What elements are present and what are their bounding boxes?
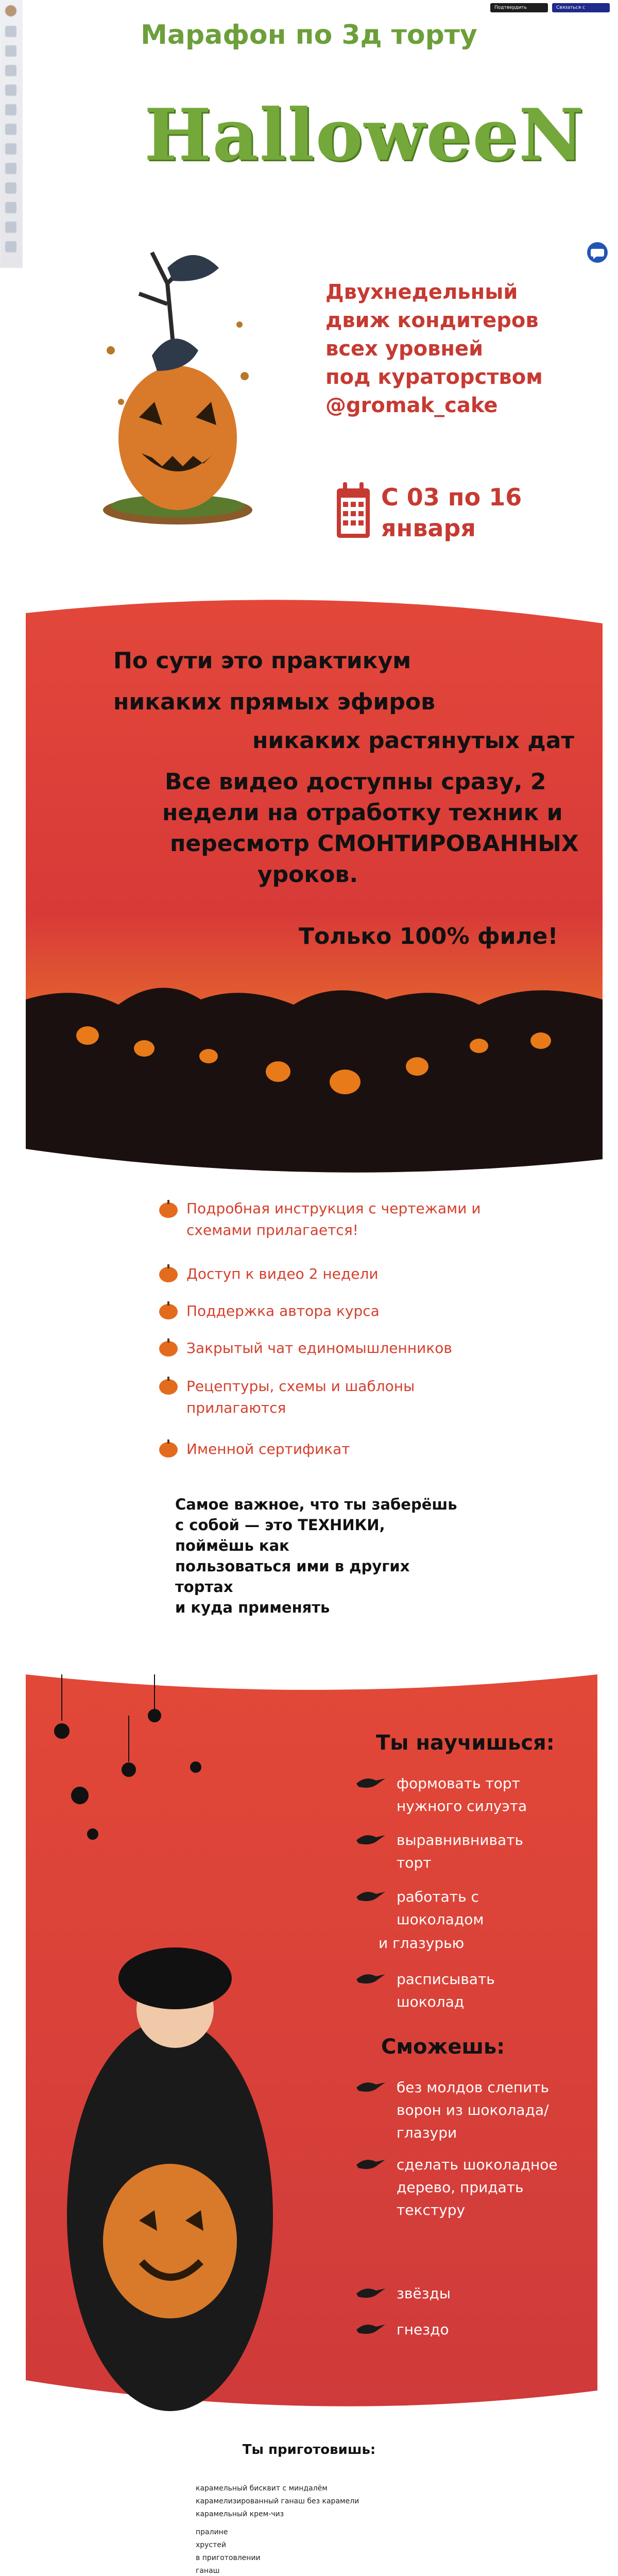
about-line: Все видео доступны сразу, 2 (165, 769, 546, 795)
crow-icon (355, 2283, 386, 2302)
feature-item: Подробная инструкция с чертежами и схемами прилагается! (186, 1200, 481, 1239)
prepare-item: карамельный крем-чиз (196, 2510, 284, 2518)
hero-description (325, 278, 568, 420)
about-line: никаких прямых эфиров (113, 689, 435, 715)
contact-author-button[interactable]: Связаться с автором (552, 3, 610, 12)
crow-icon (355, 2319, 386, 2338)
crow-icon (355, 2077, 386, 2096)
feature-item: Поддержка автора курса (186, 1302, 380, 1319)
toolbar-icon[interactable] (5, 241, 16, 252)
pumpkin-icon (158, 1336, 179, 1358)
pumpkin-cake-image (90, 222, 265, 531)
pumpkin-icon (158, 1437, 179, 1459)
dates-line: января (381, 514, 476, 542)
prepare-item: карамелизированный ганаш без карамели (196, 2497, 359, 2505)
cake-image (355, 2566, 494, 2576)
hero-line: движ кондитеров (325, 309, 539, 332)
hero-line: всех уровней (325, 337, 484, 361)
instagram-handle: @gromak_cake (325, 394, 498, 417)
learn-item: работать с шоколадом (397, 1888, 484, 1928)
calendar-icon (335, 479, 372, 541)
can-item: звёзды (397, 2285, 451, 2302)
about-line: пересмотр СМОНТИРОВАННЫХ (170, 831, 579, 857)
dates-line: С 03 по 16 (381, 483, 522, 511)
note-line: пользоваться ими в других тортах (175, 1557, 410, 1596)
about-line: никаких растянутых дат (252, 727, 575, 754)
toolbar-icon[interactable] (5, 84, 16, 96)
learn-item: расписывать шоколад (397, 1971, 495, 2010)
feature-item: Доступ к видео 2 недели (186, 1265, 379, 1282)
prepare-item: в приготовлении (196, 2554, 261, 2562)
about-line: Только 100% филе! (299, 923, 558, 950)
page-title: Марафон по 3д торту (141, 20, 477, 50)
toolbar-icon[interactable] (5, 222, 16, 233)
editor-toolbar (0, 0, 23, 268)
toolbar-icon[interactable] (5, 104, 16, 115)
learn-heading: Ты научишься: (376, 1731, 555, 1755)
note-line: с собой — это ТЕХНИКИ, поймёшь как (175, 1516, 385, 1554)
feature-item: Закрытый чат единомышленников (186, 1340, 452, 1357)
note-line: Самое важное, что ты заберёшь (175, 1496, 457, 1513)
confirm-payment-button[interactable]: Подтвердить оплату (490, 3, 548, 12)
feature-item: Именной сертификат (186, 1440, 350, 1458)
marathon-dates (381, 482, 566, 544)
learn-item: и глазурью (379, 1935, 465, 1952)
chat-button[interactable] (587, 242, 608, 263)
toolbar-icon[interactable] (5, 26, 16, 37)
toolbar-icon[interactable] (5, 202, 16, 213)
about-line: недели на отработку техник и (162, 800, 563, 826)
important-note (175, 1494, 464, 1618)
chat-icon (587, 242, 608, 263)
crow-icon (355, 1969, 386, 1988)
pumpkin-icon (158, 1375, 179, 1396)
toolbar-icon[interactable] (5, 163, 16, 174)
prepare-item: карамельный бисквит с миндалём (196, 2484, 328, 2493)
learn-item: выравнивнивать торт (397, 1832, 524, 1871)
pumpkin-icon (158, 1262, 179, 1284)
can-item: сделать шоколадное дерево, придать текстуру (397, 2156, 558, 2218)
pumpkin-icon (158, 1198, 179, 1219)
prepare-item: хрустей (196, 2541, 227, 2549)
toolbar-icon[interactable] (5, 45, 16, 57)
crow-icon (355, 1830, 386, 1849)
feature-item: Рецептуры, схемы и шаблоны прилагаются (186, 1378, 415, 1416)
pumpkin-icon (158, 1299, 179, 1321)
toolbar-icon[interactable] (5, 182, 16, 194)
prepare-item: пралине (196, 2528, 228, 2536)
toolbar-icon[interactable] (5, 124, 16, 135)
toolbar-icon[interactable] (5, 65, 16, 76)
crow-icon (355, 1887, 386, 1905)
prepare-heading: Ты приготовишь: (242, 2442, 376, 2458)
can-item: гнездо (397, 2321, 449, 2338)
hero-line: Двухнедельный (325, 280, 518, 304)
prepare-item: ганаш (196, 2567, 220, 2575)
halloween-logo: HalloweeN (144, 93, 585, 177)
crow-icon (355, 2155, 386, 2173)
about-line: По сути это практикум (113, 648, 411, 674)
note-line: и куда применять (175, 1599, 330, 1616)
toolbar-icon[interactable] (5, 143, 16, 155)
hero-line: под кураторством (325, 365, 543, 389)
learn-item: формовать торт нужного силуэта (397, 1775, 527, 1815)
can-heading: Сможешь: (381, 2035, 505, 2059)
about-line: уроков. (258, 861, 358, 888)
can-item: без молдов слепить ворон из шоколада/глазури (397, 2079, 550, 2141)
crow-icon (355, 1773, 386, 1792)
avatar[interactable] (5, 5, 16, 16)
